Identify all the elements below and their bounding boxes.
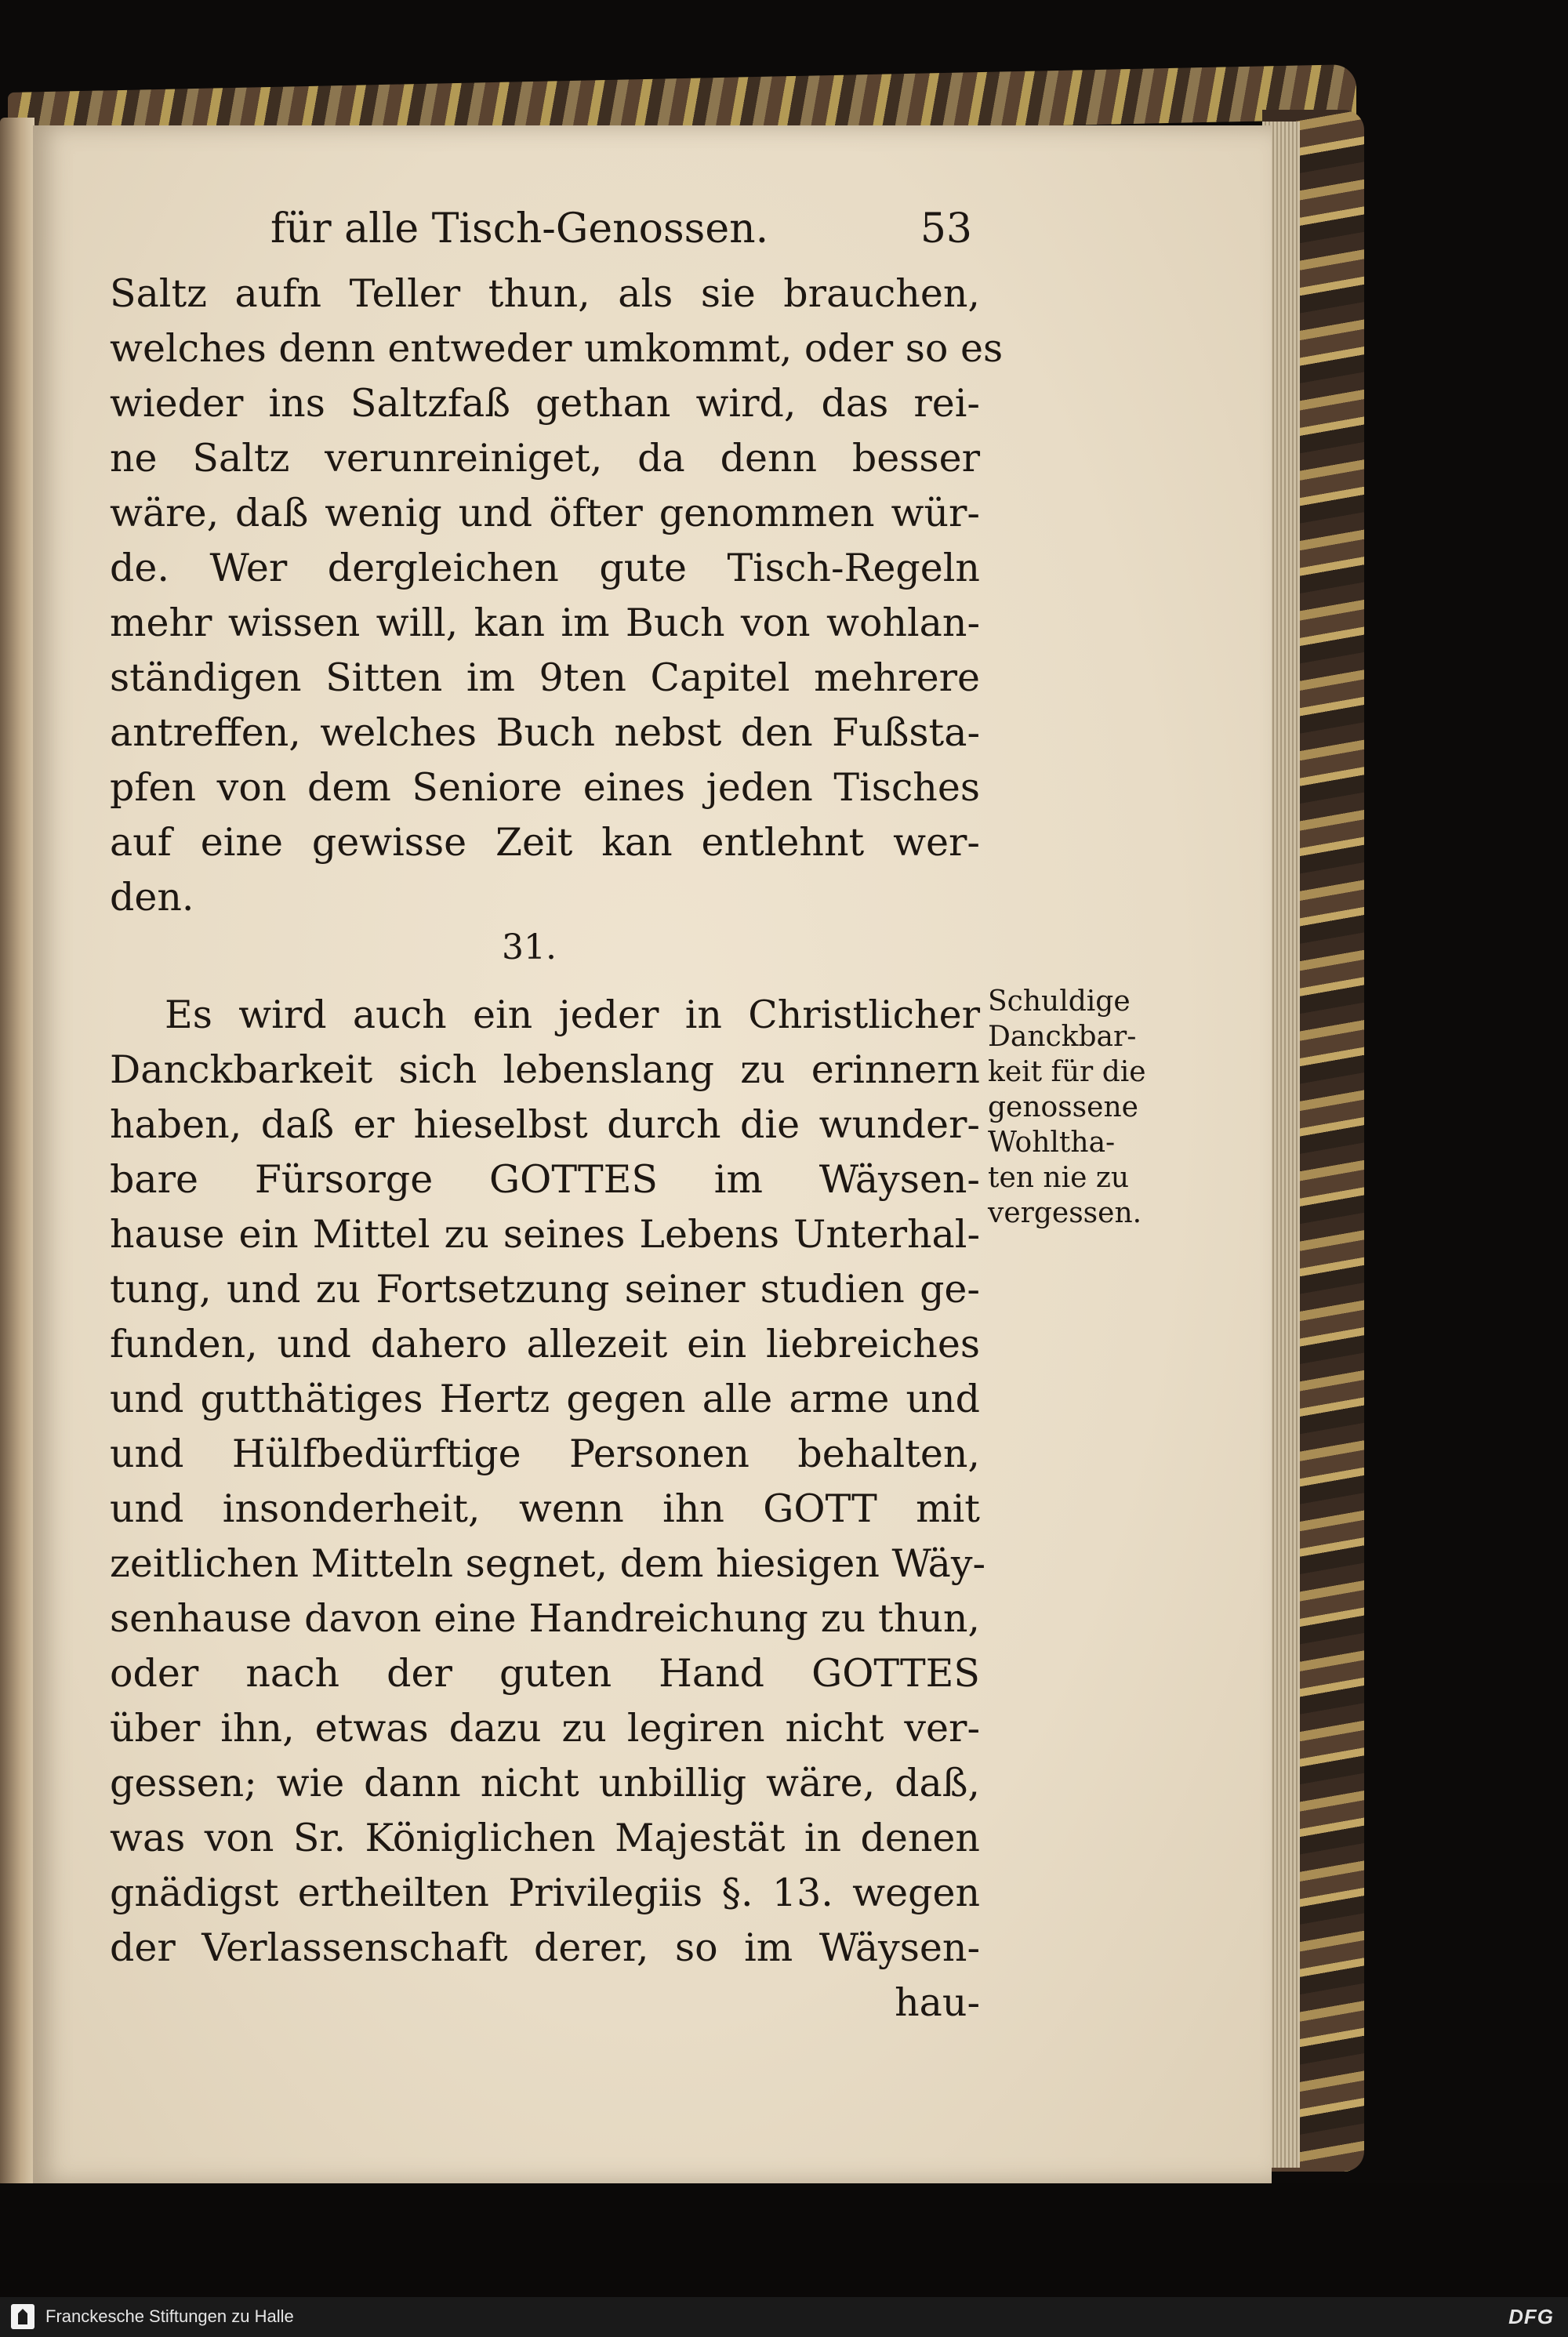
text-line: Saltz aufn Teller thun, als sie brauchen, xyxy=(110,271,980,316)
institution-name: Franckesche Stiftungen zu Halle xyxy=(45,2306,294,2326)
margin-note-line: Schuldige xyxy=(988,985,1131,1018)
text-line: ne Saltz verunreiniget, da denn besser xyxy=(110,436,980,481)
text-line: ständigen Sitten im 9ten Capitel mehrere xyxy=(110,655,980,700)
facing-page-edge xyxy=(0,118,34,2187)
margin-note-line: genossene xyxy=(988,1091,1138,1123)
text-line: mehr wissen will, kan im Buch von wohlan- xyxy=(110,601,980,645)
text-line: und gutthätiges Hertz gegen alle arme und xyxy=(110,1377,980,1421)
text-line: wieder ins Saltzfaß gethan wird, das rei- xyxy=(110,381,980,426)
body-text xyxy=(110,200,1004,2030)
margin-note-line: Danckbar- xyxy=(988,1021,1137,1053)
background-strip xyxy=(0,2183,1568,2297)
text-line: Danckbarkeit sich lebenslang zu erinnern xyxy=(110,1047,980,1092)
viewer-footer xyxy=(0,2297,1568,2337)
text-line: über ihn, etwas dazu zu legiren nicht ver- xyxy=(110,1706,980,1751)
text-line: welches denn entweder umkommt, oder so es xyxy=(110,326,1004,371)
text-line: und Hülfbedürftige Personen behalten, xyxy=(110,1432,980,1476)
text-line: oder nach der guten Hand GOTTES xyxy=(110,1651,980,1696)
margin-note-line: ten nie zu xyxy=(988,1162,1129,1194)
section-number: 31. xyxy=(502,927,557,967)
text-line: pfen von dem Seniore eines jeden Tisches xyxy=(110,765,980,810)
margin-note-line: Wohltha- xyxy=(988,1127,1116,1159)
text-line: den. xyxy=(110,875,194,920)
text-line: funden, und dahero allezeit ein liebreiches xyxy=(110,1322,980,1366)
text-line: hause ein Mittel zu seines Lebens Unterhal- xyxy=(110,1212,980,1257)
text-line: der Verlassenschaft derer, so im Wäysen- xyxy=(110,1925,980,1970)
margin-note-line: keit für die xyxy=(988,1056,1146,1088)
text-line: senhause davon eine Handreichung zu thun, xyxy=(110,1596,980,1641)
text-line: gessen; wie dann nicht unbillig wäre, daß, xyxy=(110,1761,980,1805)
text-line: antreffen, welches Buch nebst den Fußsta- xyxy=(110,710,980,755)
text-line: bare Fürsorge GOTTES im Wäysen- xyxy=(110,1157,980,1202)
institution-logo-icon xyxy=(11,2304,34,2329)
paragraph-first-line: Es wird auch ein jeder in Christlicher xyxy=(165,992,980,1037)
page-number: 53 xyxy=(920,205,972,252)
catchword: hau- xyxy=(895,1980,980,2025)
text-line: auf eine gewisse Zeit kan entlehnt wer- xyxy=(110,820,980,865)
text-line: und insonderheit, wenn ihn GOTT mit xyxy=(110,1486,980,1531)
dfg-logo: DFG xyxy=(1508,2305,1554,2328)
text-line: wäre, daß wenig und öfter genommen wür- xyxy=(110,491,980,535)
margin-note xyxy=(988,984,1176,1231)
running-head: für alle Tisch-Genossen. xyxy=(270,205,769,252)
text-line: de. Wer dergleichen gute Tisch-Regeln xyxy=(110,546,980,590)
text-line: was von Sr. Königlichen Majestät in denen xyxy=(110,1816,980,1860)
text-line: haben, daß er hieselbst durch die wunder- xyxy=(110,1102,980,1147)
text-line: tung, und zu Fortsetzung seiner studien ge- xyxy=(110,1267,980,1312)
margin-note-line: vergessen. xyxy=(988,1197,1142,1229)
text-line: zeitlichen Mitteln segnet, dem hiesigen Wäy- xyxy=(110,1541,986,1586)
text-line: gnädigst ertheilten Privilegiis §. 13. wegen xyxy=(110,1871,980,1915)
